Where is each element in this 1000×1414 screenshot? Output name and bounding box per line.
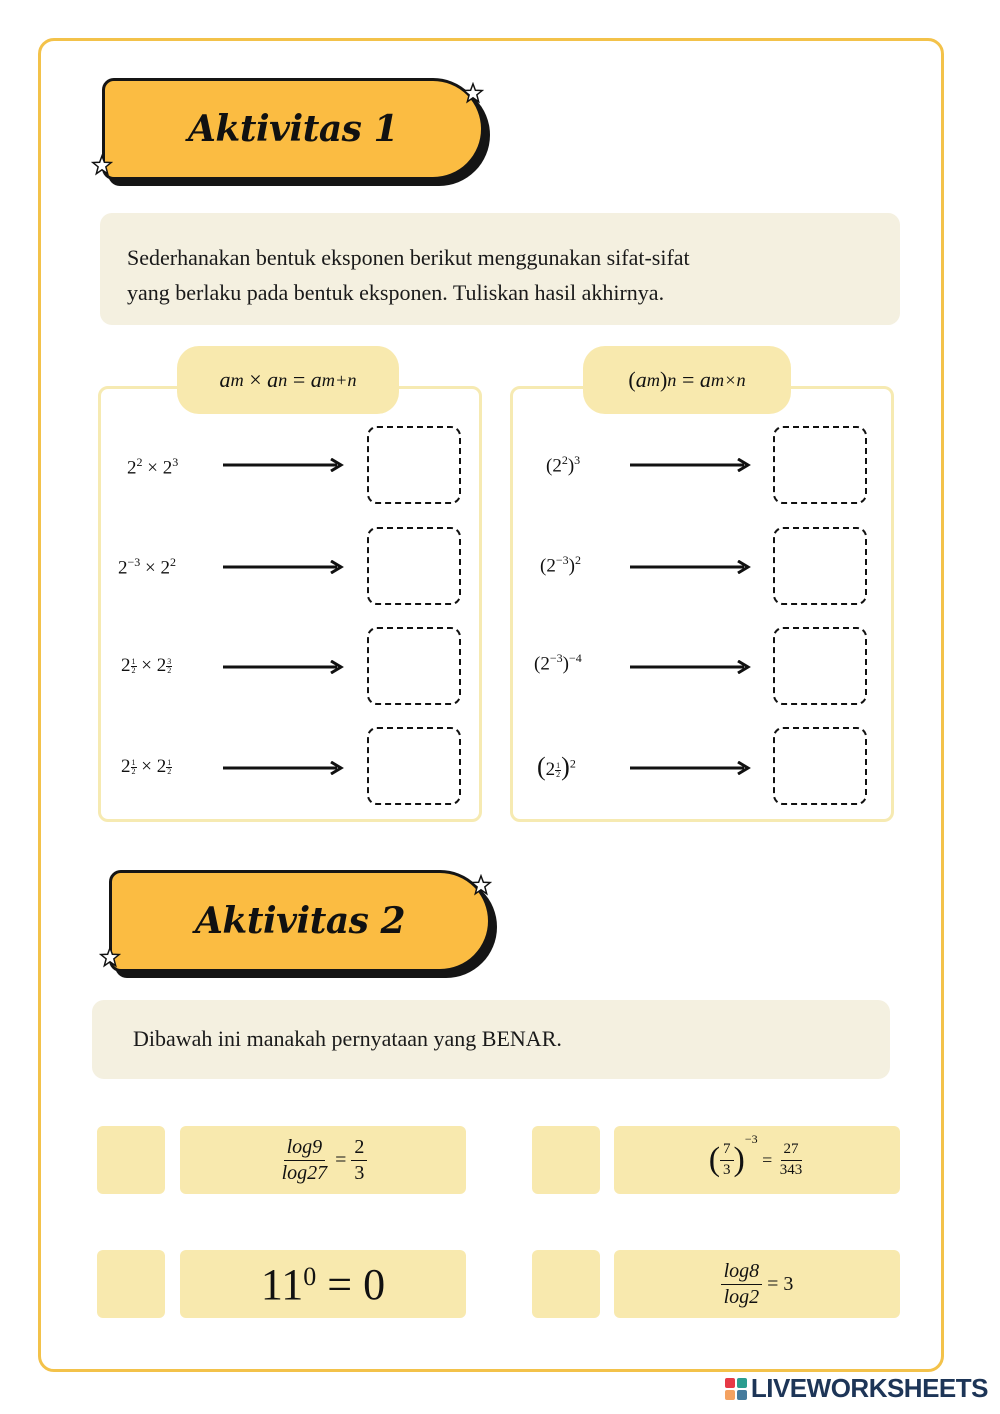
liveworksheets-icon	[725, 1378, 747, 1400]
answer-checkbox[interactable]	[97, 1250, 165, 1318]
star-icon	[470, 874, 492, 896]
arrow-icon	[223, 458, 347, 472]
arrow-icon	[630, 761, 754, 775]
activity2-title: Aktivitas 2	[194, 900, 406, 942]
answer-checkbox[interactable]	[97, 1126, 165, 1194]
right-expression: $(2^{-3})^2$	[540, 553, 581, 577]
answer-box[interactable]	[773, 426, 867, 504]
star-icon	[462, 82, 484, 104]
activity2-instruction	[92, 1000, 890, 1079]
left-expression: $2^2 \times 2^3$	[127, 455, 179, 479]
answer-checkbox[interactable]	[532, 1250, 600, 1318]
instruction-line: yang berlaku pada bentuk eksponen. Tuliskan hasil akhirnya.	[127, 280, 665, 305]
arrow-icon	[223, 761, 347, 775]
answer-box[interactable]	[367, 727, 461, 805]
arrow-icon	[630, 560, 754, 574]
answer-checkbox[interactable]	[532, 1126, 600, 1194]
star-icon	[91, 154, 113, 176]
answer-box[interactable]	[773, 727, 867, 805]
left-rule-text	[0, 0, 1, 1]
right-expression: (2 $\frac{1}{2}$ )$^2$	[537, 752, 576, 781]
statement-card: 11 0 = 0	[180, 1250, 466, 1318]
right-expression: $(2^{-3})^{-4}$	[534, 651, 582, 675]
statement-card: $\frac{\log 8}{\log 2}$ = 3	[614, 1250, 900, 1318]
left-expression: $2^{-3} \times 2^2$	[118, 555, 176, 579]
answer-box[interactable]	[367, 627, 461, 705]
left-expression: 2 $\frac{1}{2}$ × 2 $\frac{3}{2}$	[121, 655, 172, 676]
arrow-icon	[630, 660, 754, 674]
product-rule-formula: a m × a n = a m+n	[177, 346, 399, 414]
star-icon	[99, 946, 121, 968]
activity2-banner	[109, 870, 491, 972]
statement-card: $\frac{\log 9}{\log 27}$ = $\frac{2}{3}$	[180, 1126, 466, 1194]
brand-name: LIVEWORKSHEETS	[750, 1373, 988, 1403]
activity1-banner	[102, 78, 484, 180]
arrow-icon	[223, 560, 347, 574]
arrow-icon	[630, 458, 754, 472]
answer-box[interactable]	[773, 627, 867, 705]
activity1-title: Aktivitas 1	[187, 108, 399, 150]
liveworksheets-logo	[725, 1373, 988, 1404]
activity1-instruction	[100, 213, 900, 325]
left-expression: 2 $\frac{1}{2}$ × 2 $\frac{1}{2}$	[121, 756, 172, 777]
right-expression: $(2^2)^3$	[546, 453, 581, 477]
statement-card: ( $\frac{7}{3}$ ) $^{-3}$ = $\frac{27}{343}$	[614, 1126, 900, 1194]
arrow-icon	[223, 660, 347, 674]
answer-box[interactable]	[773, 527, 867, 605]
power-rule-formula: ( a m ) n = a m×n	[583, 346, 791, 414]
instruction-line: Dibawah ini manakah pernyataan yang BENAR.	[133, 1026, 562, 1051]
answer-box[interactable]	[367, 426, 461, 504]
answer-box[interactable]	[367, 527, 461, 605]
instruction-line: Sederhanakan bentuk eksponen berikut menggunakan sifat-sifat	[127, 245, 690, 270]
